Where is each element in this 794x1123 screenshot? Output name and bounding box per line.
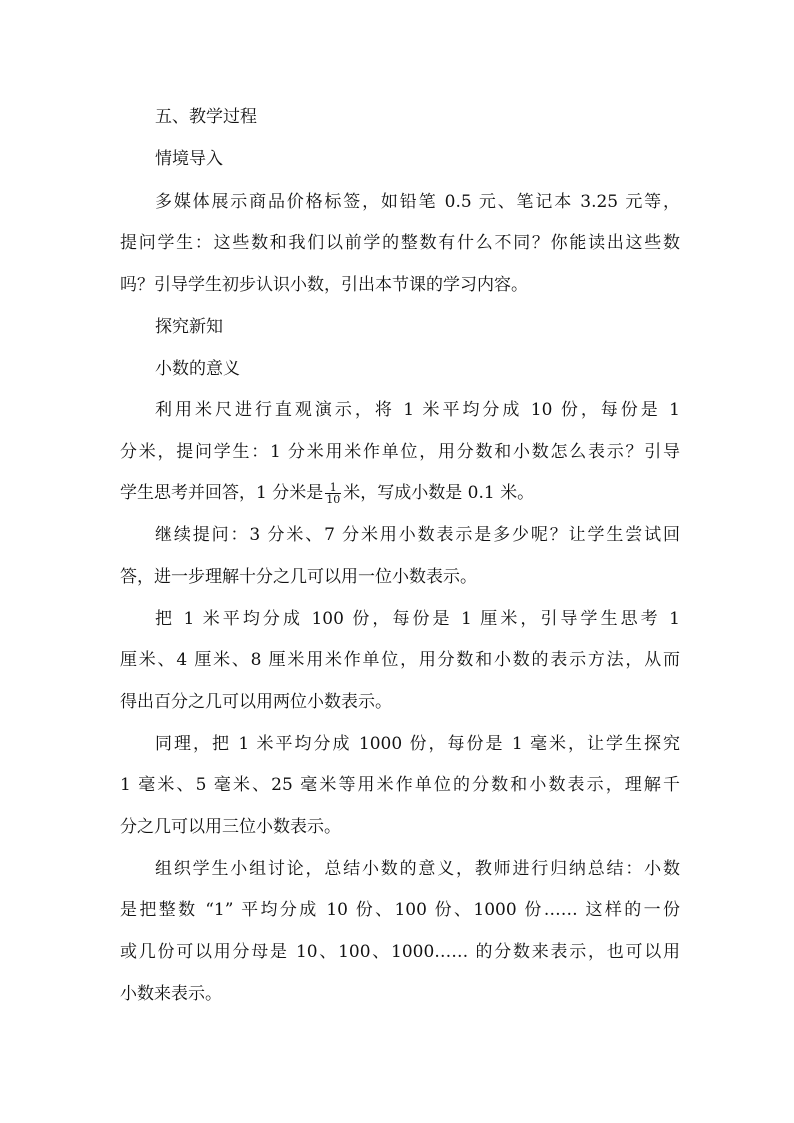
para1-line: 利用米尺进行直观演示，将 1 米平均分成 10 份，每份是 1 — [155, 400, 680, 420]
para1-last-line — [120, 481, 680, 505]
heading-intro: 情境导入 — [155, 149, 223, 169]
fraction-one-tenth — [325, 482, 341, 505]
para4-line: 分之几可以用三位小数表示。 — [120, 817, 341, 837]
para1-line: 分米，提问学生：1 分米用米作单位，用分数和小数怎么表示？引导 — [120, 442, 680, 462]
para3-line: 得出百分之几可以用两位小数表示。 — [120, 692, 392, 712]
para2-line: 继续提问：3 分米、7 分米用小数表示是多少呢？让学生尝试回 — [155, 525, 680, 545]
para4-line: 同理，把 1 米平均分成 1000 份，每份是 1 毫米，让学生探究 — [155, 734, 680, 754]
heading-meaning: 小数的意义 — [155, 359, 240, 379]
para5-line: 是把整数 “1” 平均分成 10 份、100 份、1000 份…… 这样的一份 — [120, 900, 680, 920]
para5-line: 或几份可以用分母是 10、100、1000…… 的分数来表示，也可以用 — [120, 942, 680, 962]
section-title: 五、教学过程 — [155, 107, 257, 127]
intro-para-line: 提问学生：这些数和我们以前学的整数有什么不同？你能读出这些数 — [120, 233, 680, 253]
para5-line: 小数来表示。 — [120, 984, 222, 1004]
para1-text-after: 米，写成小数是 0.1 米。 — [343, 483, 535, 503]
para3-line: 把 1 米平均分成 100 份，每份是 1 厘米，引导学生思考 1 — [155, 609, 680, 629]
para2-line: 答，进一步理解十分之几可以用一位小数表示。 — [120, 567, 477, 587]
intro-para-line: 吗？引导学生初步认识小数，引出本节课的学习内容。 — [120, 275, 528, 295]
intro-para-line: 多媒体展示商品价格标签，如铅笔 0.5 元、笔记本 3.25 元等， — [155, 192, 680, 212]
para3-line: 厘米、4 厘米、8 厘米用米作单位，用分数和小数的表示方法，从而 — [120, 650, 680, 670]
heading-explore: 探究新知 — [155, 317, 223, 337]
para1-text-before: 学生思考并回答，1 分米是 — [120, 483, 324, 503]
fraction-numerator: 1 — [325, 482, 341, 494]
fraction-denominator: 10 — [326, 493, 341, 505]
para4-line: 1 毫米、5 毫米、25 毫米等用米作单位的分数和小数表示，理解千 — [120, 775, 680, 795]
para5-line: 组织学生小组讨论，总结小数的意义，教师进行归纳总结：小数 — [155, 859, 680, 879]
